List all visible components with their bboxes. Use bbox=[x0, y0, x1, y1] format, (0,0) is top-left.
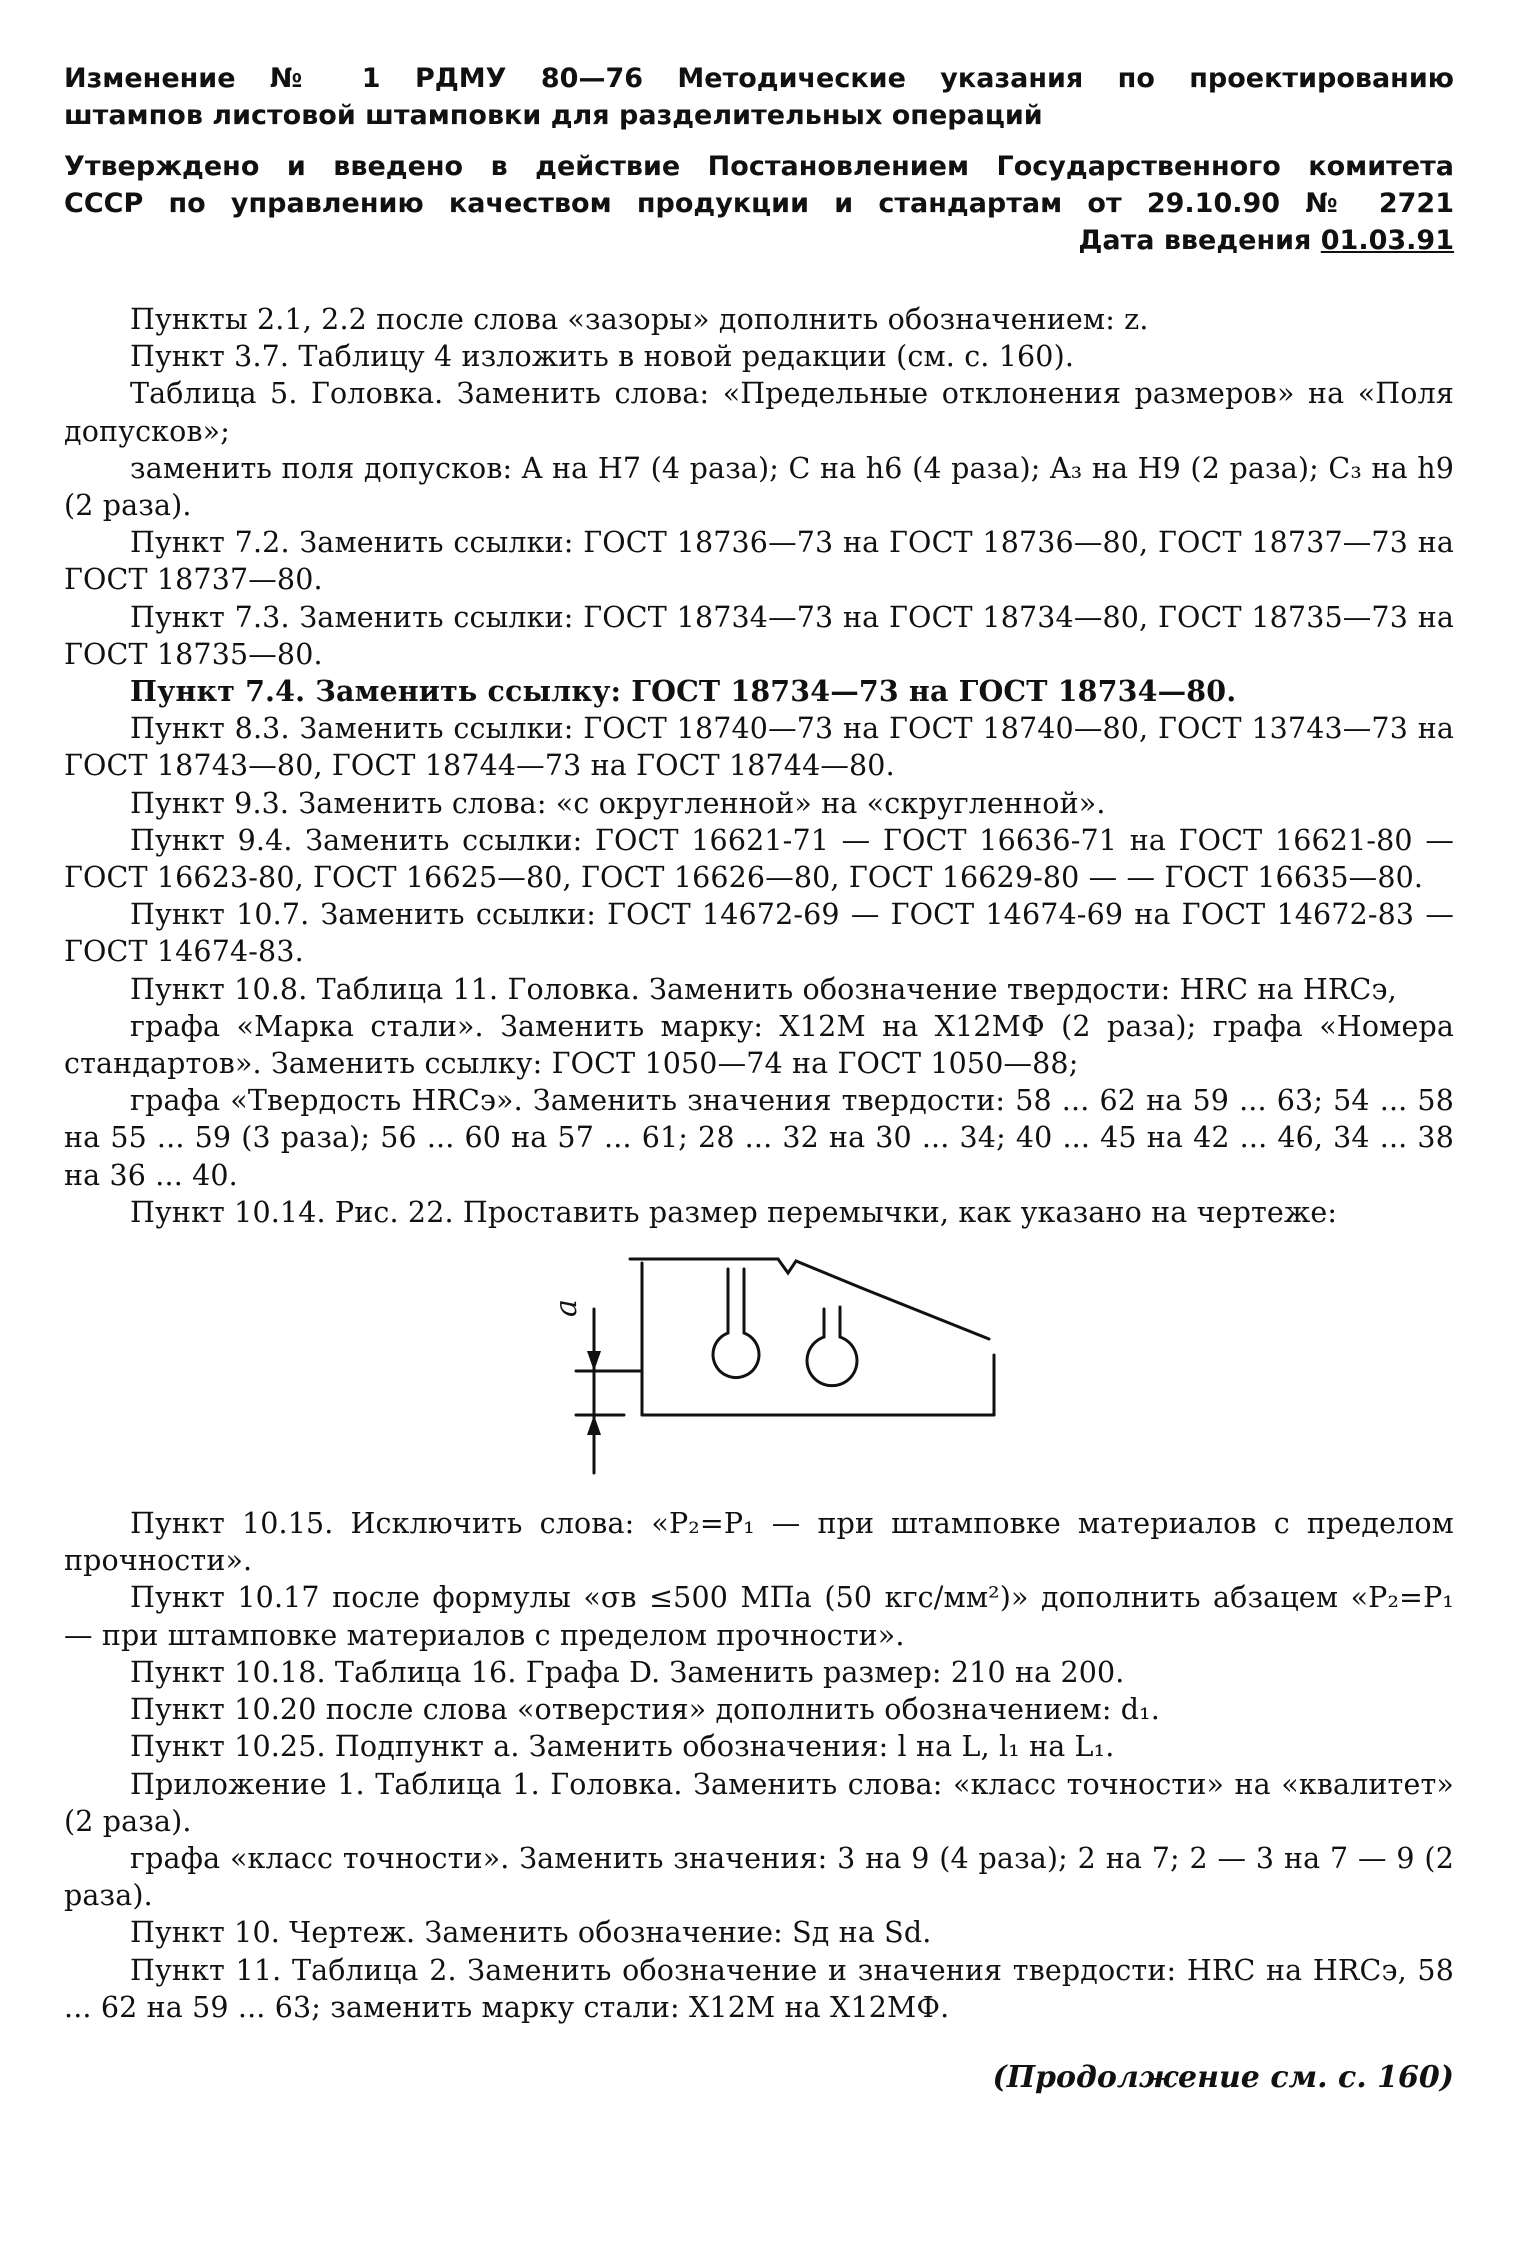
date-value: 01.03.91 bbox=[1320, 225, 1454, 256]
paragraph: Пункт 8.3. Заменить ссылки: ГОСТ 18740—73 на ГОСТ 18740—80, ГОСТ 13743—73 на ГОСТ 18743—80, ГОСТ 18744—73 на ГОСТ 18744—80. bbox=[64, 712, 1454, 783]
drawing-sloped-edge bbox=[778, 1259, 989, 1339]
paragraph: Пункт 7.4. Заменить ссылку: ГОСТ 18734—73 на ГОСТ 18734—80. bbox=[130, 674, 1237, 709]
dimension-arrow-top bbox=[587, 1351, 601, 1371]
paragraph: Пункт 10. Чертеж. Заменить обозначение: Sд на Sd. bbox=[130, 1916, 932, 1950]
paragraph: Пункт 9.3. Заменить слова: «с округленной» на «скругленной». bbox=[130, 786, 1106, 820]
drawing-figure bbox=[64, 1249, 1454, 1479]
approval-line-2: СССР по управлению качеством продукции и стандартам от 29.10.90 № 2721 bbox=[64, 188, 1454, 219]
paragraph: Пункт 10.14. Рис. 22. Проставить размер перемычки, как указано на чертеже: bbox=[130, 1195, 1338, 1229]
header-block bbox=[64, 60, 1454, 259]
paragraph: Пункт 10.8. Таблица 11. Головка. Заменить обозначение твердости: HRC на HRCэ, bbox=[130, 972, 1397, 1006]
dimension-arrow-bottom bbox=[587, 1415, 601, 1435]
date-label: Дата введения bbox=[1078, 225, 1312, 256]
document-body bbox=[64, 301, 1454, 2098]
paragraph: Пункт 10.15. Исключить слова: «P₂=P₁ — при штамповке материалов с пределом прочности». bbox=[64, 1507, 1454, 1578]
title-line-2: штампов листовой штамповки для разделительных операций bbox=[64, 100, 1043, 131]
keyhole-slot-left bbox=[713, 1269, 759, 1378]
paragraph: Пункт 9.4. Заменить ссылки: ГОСТ 16621-71 — ГОСТ 16636-71 на ГОСТ 16621-80 — ГОСТ 16623-80, ГОСТ 16625—80, ГОСТ 16626—80, ГОСТ 16629-80 — — ГОСТ 16635—80. bbox=[64, 823, 1454, 895]
paragraph: графа «Марка стали». Заменить марку: Х12М на Х12МФ (2 раза); графа «Номера стандартов». Заменить ссылку: ГОСТ 1050—74 на ГОСТ 1050—88; bbox=[64, 1009, 1454, 1081]
paragraph: Пункт 3.7. Таблицу 4 изложить в новой редакции (см. с. 160). bbox=[130, 340, 1075, 374]
paragraph: заменить поля допусков: A на H7 (4 раза); C на h6 (4 раза); A₃ на H9 (2 раза); C₃ на h9 (2 раза). bbox=[64, 451, 1454, 523]
approval-note bbox=[64, 148, 1454, 222]
paragraph: графа «Твердость HRCэ». Заменить значения твердости: 58 ... 62 на 59 ... 63; 54 ... 58 на 55 ... 59 (3 раза); 56 ... 60 на 57 ... 61; 28 ... 32 на 30 ... 34; 40 ... 45 на 42 ... 46, 34 ... 38 на 36 ... 40. bbox=[64, 1084, 1454, 1192]
document-page bbox=[64, 60, 1454, 2098]
paragraph: Пункт 7.3. Заменить ссылки: ГОСТ 18734—73 на ГОСТ 18734—80, ГОСТ 18735—73 на ГОСТ 18735—80. bbox=[64, 600, 1454, 671]
paragraph: Пункт 10.18. Таблица 16. Графа D. Заменить размер: 210 на 200. bbox=[130, 1655, 1125, 1689]
paragraph: Пункт 10.20 после слова «отверстия» дополнить обозначением: d₁. bbox=[130, 1693, 1160, 1727]
continuation-note: (Продолжение см. с. 160) bbox=[992, 2059, 1454, 2095]
paragraph: Пункт 11. Таблица 2. Заменить обозначение и значения твердости: HRC на HRCэ, 58 ... 62 на 59 ... 63; заменить марку стали: Х12М на Х12МФ. bbox=[64, 1953, 1454, 2024]
effective-date bbox=[64, 222, 1454, 259]
paragraph: Пункт 10.7. Заменить ссылки: ГОСТ 14672-69 — ГОСТ 14674-69 на ГОСТ 14672-83 — ГОСТ 14674-83. bbox=[64, 898, 1454, 969]
paragraph: графа «класс точности». Заменить значения: 3 на 9 (4 раза); 2 на 7; 2 — 3 на 7 — 9 (2 раза). bbox=[64, 1841, 1454, 1913]
paragraph: Пункт 7.2. Заменить ссылки: ГОСТ 18736—73 на ГОСТ 18736—80, ГОСТ 18737—73 на ГОСТ 18737—80. bbox=[64, 526, 1454, 597]
keyhole-slot-right bbox=[807, 1307, 857, 1386]
approval-line-1: Утверждено и введено в действие Постановлением Государственного комитета bbox=[64, 151, 1454, 182]
paragraph: Приложение 1. Таблица 1. Головка. Заменить слова: «класс точности» на «квалитет» (2 раза). bbox=[64, 1767, 1454, 1838]
paragraph: Пункт 10.17 после формулы «σв ≤500 МПа (50 кгс/мм²)» дополнить абзацем «P₂=P₁ — при штамповке материалов с пределом прочности». bbox=[64, 1581, 1454, 1652]
paragraph: Таблица 5. Головка. Заменить слова: «Предельные отклонения размеров» на «Поля допусков»; bbox=[64, 377, 1454, 448]
dimension-label-a: a bbox=[549, 1299, 584, 1318]
paragraph: Пункт 10.25. Подпункт a. Заменить обозначения: l на L, l₁ на L₁. bbox=[130, 1730, 1115, 1764]
title-line-1: Изменение № 1 РДМУ 80—76 Методические указания по проектированию bbox=[64, 63, 1454, 94]
die-bridge-drawing bbox=[64, 1249, 1454, 1479]
paragraph: Пункты 2.1, 2.2 после слова «зазоры» дополнить обозначением: z. bbox=[130, 303, 1149, 336]
change-title bbox=[64, 60, 1454, 134]
